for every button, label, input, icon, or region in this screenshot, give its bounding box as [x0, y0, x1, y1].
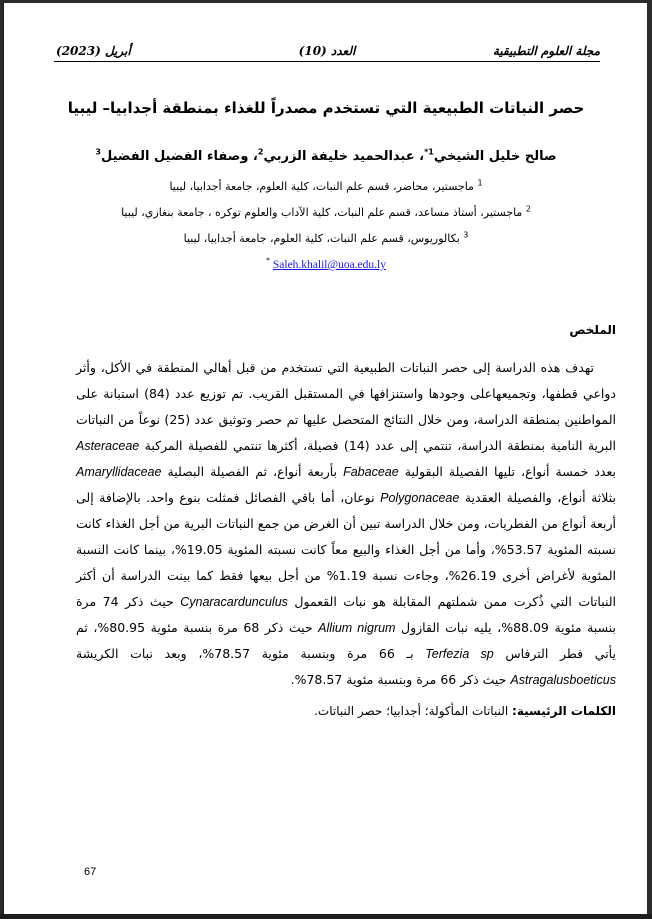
taxon-name: Amaryllidaceae	[76, 465, 162, 479]
author-list: صالح خليل الشيخي$^{1*}$، عبدالحميد خليفة الزربي$^2$، وصفاء الفضيل الفضيل$^3$	[95, 147, 557, 164]
abstract-text: حيث ذكر 74 مرة بنسبة مئوية 88.09%، يليه نبات القازول	[76, 594, 616, 635]
affiliation-text: ماجستير، محاضر، قسم علم النبات، كلية العلوم، جامعة أجدابيا، ليبيا	[169, 180, 474, 193]
author-mark: 2	[257, 147, 264, 157]
document-page	[3, 3, 648, 914]
running-header	[54, 41, 600, 62]
abstract-body	[76, 355, 616, 693]
journal-name: مجلة العلوم التطبيقية	[492, 44, 600, 58]
taxon-name: Asteraceae	[76, 439, 140, 453]
taxon-name: Allium nigrum	[318, 621, 396, 635]
affiliation	[44, 205, 608, 221]
page-number: 67	[84, 866, 97, 878]
issue-number: العدد (10)	[298, 44, 356, 58]
keywords	[76, 701, 616, 721]
abstract-text: بـ 66 مرة وبنسبة مئوية 78.57%، وبعد نبات الكريشة	[76, 646, 414, 661]
abstract-section	[76, 321, 616, 721]
email-link[interactable]: Saleh.khalil@uoa.edu.ly	[272, 259, 386, 271]
viewer-frame-bottom	[0, 914, 652, 919]
affiliation	[44, 179, 608, 195]
abstract-text: بثلاثة أنواع، والفصيلة العقدية	[464, 490, 616, 505]
affiliation-text: بكالوريوس، قسم علم النبات، كلية العلوم، جامعة أجدابيا، ليبيا	[183, 232, 460, 245]
keywords-label: الكلمات الرئيسية:	[512, 704, 616, 718]
abstract-text: بعدد خمسة أنواع، تليها الفصيلة البقولية	[404, 464, 616, 479]
keywords-text: النباتات المأكولة؛ أجدابيا؛ حصر النباتات.	[314, 704, 509, 718]
taxon-name: Cynaracardunculus	[180, 595, 288, 609]
taxon-name: Astragalusboeticus	[510, 673, 616, 687]
author-name: عبدالحميد خليفة الزربي	[263, 149, 415, 164]
paper-title: حصر النباتات الطبيعية التي تستخدم مصدراً للغذاء بمنطقة أجدابيا– ليبيا	[67, 99, 585, 117]
author-name: وصفاء الفضيل الفضيل	[101, 149, 249, 164]
abstract-text: بأربعة أنواع، ثم الفصيلة البصلية	[167, 464, 338, 479]
abstract-heading: الملخص	[569, 323, 616, 337]
author-mark: 3	[95, 147, 101, 157]
abstract-text: نوعان، أما باقي الفصائل فمثلت بنوع واحد. بالإضافة إلى أربعة أنواع من الفطريات، ومن خلال الدراسة تبين أن الغرض من جمع النباتات البرية من أجل الغذاء كانت نسبته المئوية 53.57%، وأما من أجل الغذاء والبيع معاً كانت نسبته المئوية 19.05%، بينما كانت النسبة المئوية لأغراض أخرى 26.19%، وجاءت نسبة 1.19% من أجل بيعها فقط كما بينت الدراسة أن أكثر النباتات التي ذُكرت ممن شملتهم المقابلة هو نبات القعمول	[76, 490, 617, 609]
taxon-name: Fabaceae	[343, 465, 399, 479]
affiliation-text: ماجستير، أستاذ مساعد، قسم علم النبات، كلية الآداب والعلوم توكره ، جامعة بنغازي، ليبيا	[121, 206, 523, 219]
taxon-name: Terfezia sp	[425, 647, 494, 661]
abstract-text: حيث ذكر 68 مرة بنسبة مئوية 80.95%، ثم يأتي فطر الترفاس	[76, 620, 616, 661]
email-mark: *	[266, 256, 270, 266]
front-matter	[44, 97, 608, 273]
abstract-text: حيث ذكر 66 مرة وبنسبة مئوية 78.57%.	[290, 672, 507, 687]
author-mark: 1*	[424, 147, 434, 157]
affiliation-mark: 2	[525, 204, 531, 214]
taxon-name: Polygonaceae	[380, 491, 460, 505]
affiliation-mark: 1	[477, 178, 483, 188]
author-name: صالح خليل الشيخي	[433, 149, 557, 164]
abstract-text: تهدف هذه الدراسة إلى حصر النباتات الطبيعية التي تستخدم من قبل أهالي المنطقة في الأكل، وأثر دواعي قطفها، وتجميعهاعلى وجودها واستنزافها في المستقبل القريب. تم توزيع عدد (84) استبانة على المواطنين بمنطقة الدراسة، ومن خلال النتائج المتحصل عليها تم حصر وتوثيق عدد (25) نوعاً من النباتات البرية النامية بمنطقة الدراسة، تنتمي إلى عدد (14) فصيلة، أكثرها تنتمي للفصيلة المركبة	[76, 360, 616, 453]
affiliation-mark: 3	[463, 230, 469, 240]
issue-date: أبريل (2023)	[56, 44, 131, 58]
affiliation	[44, 231, 608, 247]
viewer-frame-right	[647, 0, 652, 919]
corresponding-email	[44, 257, 608, 273]
